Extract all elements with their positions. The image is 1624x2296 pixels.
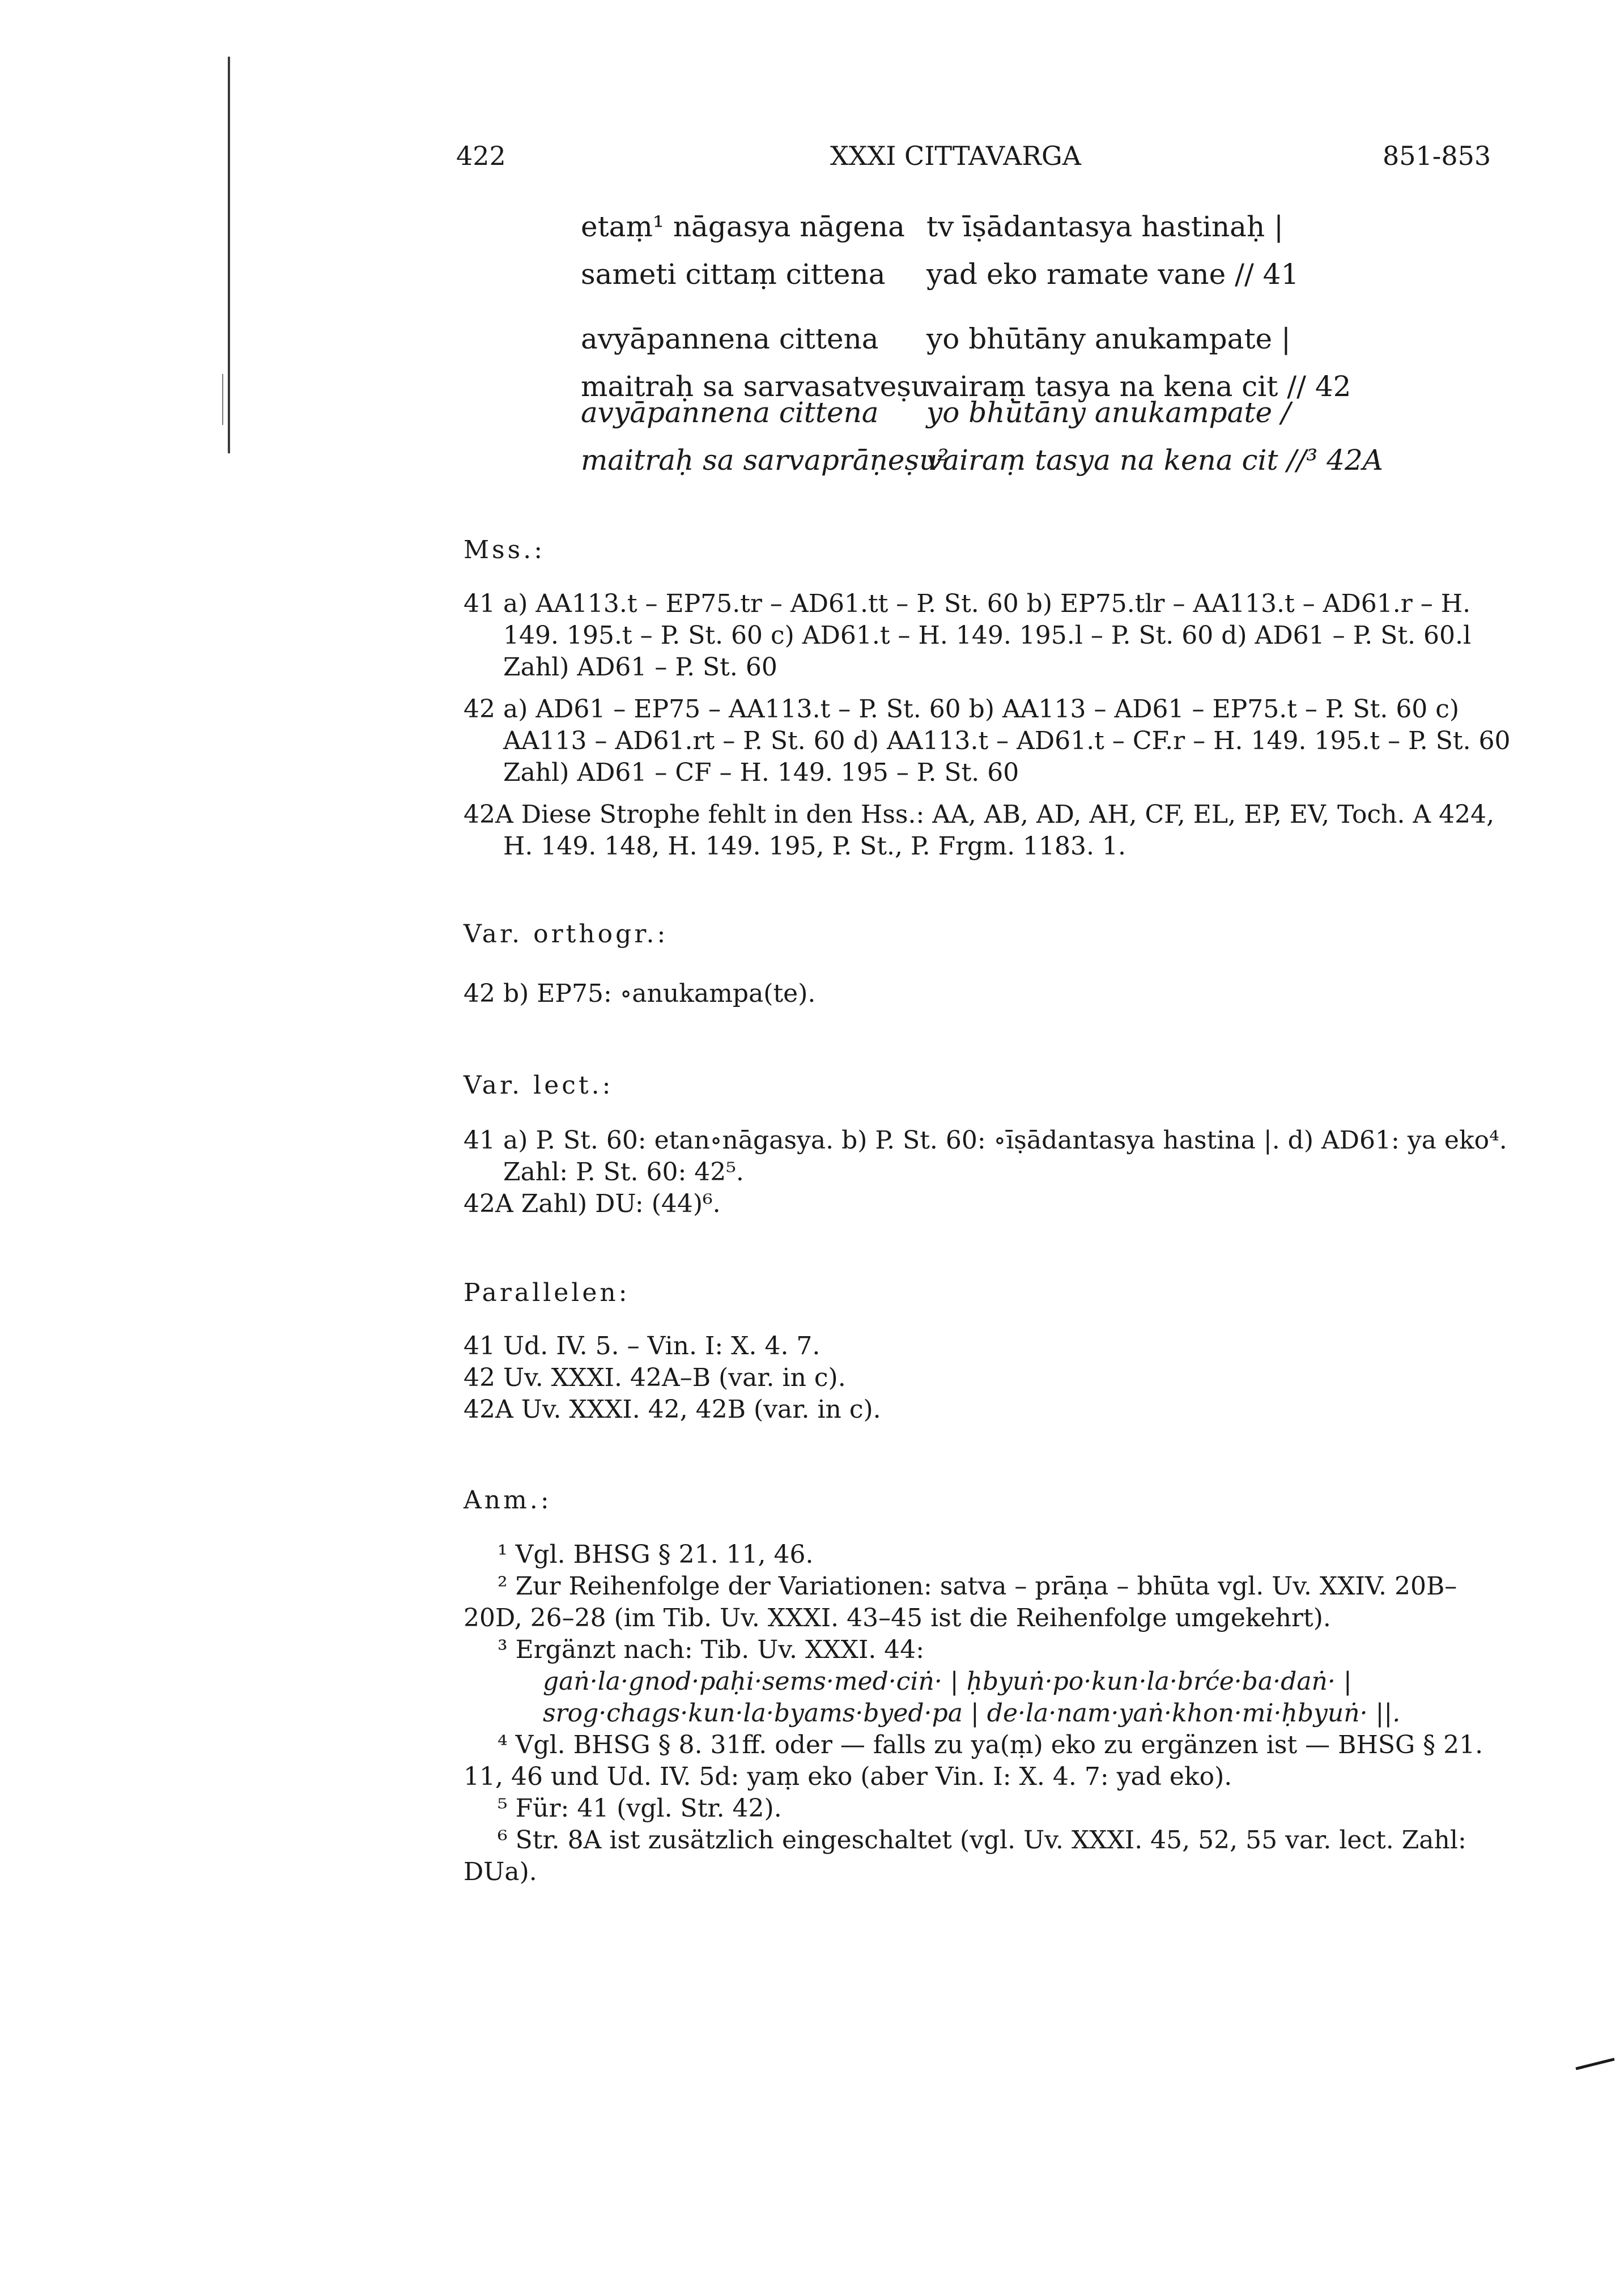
parallelen-block: [464, 1330, 1513, 1426]
footnote: ⁵ Für: 41 (vgl. Str. 42).: [498, 1794, 782, 1823]
page-number: 422: [456, 141, 506, 171]
anm-block: [464, 1539, 1513, 1888]
mss-entry: 42 a) AD61 – EP75 – AA113.t – P. St. 60 b) AA113 – AD61 – EP75.t – P. St. 60 c) AA113 – AD61.rt – P. St. 60 d) AA113.t – AD61.t – CF.r – H. 149. 195.t – P. St. 60 Zahl) AD61 – CF – H. 149. 195 – P. St. 60: [464, 695, 1511, 787]
section-heading-mss: Mss.:: [464, 535, 546, 564]
page-edge-mark: [1575, 2058, 1614, 2070]
verse-range: 851-853: [1383, 141, 1491, 171]
verse-line: avyāpannena cittena yo bhūtāny anukampate |: [581, 322, 1291, 355]
verse-line: etaṃ¹ nāgasya nāgena tv īṣādantasya hastinaḥ |: [581, 210, 1283, 243]
verse-line: sameti cittaṃ cittena yad eko ramate vane // 41: [581, 258, 1299, 291]
verse-block-italic: [581, 389, 1383, 484]
verse-line: avyāpannena cittena yo bhūtāny anukampate /: [581, 396, 1291, 429]
section-heading-var-lect: Var. lect.:: [464, 1071, 614, 1100]
chapter-title: XXXI CITTAVARGA: [830, 141, 1081, 171]
binding-margin-line-secondary: [222, 374, 223, 425]
footnote: ⁶ Str. 8A ist zusätzlich eingeschaltet (vgl. Uv. XXXI. 45, 52, 55 var. lect. Zahl: DUa).: [464, 1826, 1466, 1886]
var-lect-entry: 41 a) P. St. 60: etan∘nāgasya. b) P. St. 60: ∘īṣādantasya hastina |. d) AD61: ya eko⁴. Zahl: P. St. 60: 42⁵.: [464, 1126, 1507, 1187]
var-lect-entry: 42A Zahl) DU: (44)⁶.: [464, 1189, 721, 1218]
var-orthogr-entry: 42 b) EP75: ∘anukampa(te).: [464, 979, 816, 1008]
parallel-entry: 42 Uv. XXXI. 42A–B (var. in c).: [464, 1363, 846, 1392]
parallel-entry: 41 Ud. IV. 5. – Vin. I: X. 4. 7.: [464, 1332, 820, 1360]
footnote: ⁴ Vgl. BHSG § 8. 31ff. oder — falls zu ya(ṃ) eko zu ergänzen ist — BHSG § 21. 11, 46 und Ud. IV. 5d: yaṃ eko (aber Vin. I: X. 4. 7: yad eko).: [464, 1730, 1483, 1791]
var-lect-block: [464, 1125, 1513, 1220]
section-heading-anm: Anm.:: [464, 1486, 552, 1515]
footnote-tibetan: srog·chags·kun·la·byams·byed·pa | de·la·nam·yaṅ·khon·mi·ḥbyuṅ· ||.: [543, 1699, 1401, 1728]
footnote-tibetan: gaṅ·la·gnod·paḥi·sems·med·ciṅ· | ḥbyuṅ·po·kun·la·brće·ba·daṅ· |: [543, 1667, 1352, 1696]
mss-block: [464, 588, 1513, 862]
mss-entry: 41 a) AA113.t – EP75.tr – AD61.tt – P. St. 60 b) EP75.tlr – AA113.t – AD61.r – H. 149. 195.t – P. St. 60 c) AD61.t – H. 149. 195.l – P. St. 60 d) AD61 – P. St. 60.l Zahl) AD61 – P. St. 60: [464, 589, 1472, 682]
binding-margin-line: [228, 57, 230, 453]
section-heading-var-orthogr: Var. orthogr.:: [464, 920, 669, 949]
var-orthogr-block: [464, 978, 1513, 1010]
parallel-entry: 42A Uv. XXXI. 42, 42B (var. in c).: [464, 1395, 881, 1424]
verse-line: maitraḥ sa sarvasatveṣu vairaṃ tasya na kena cit // 42: [581, 370, 1351, 403]
footnote: ³ Ergänzt nach: Tib. Uv. XXXI. 44:: [498, 1635, 925, 1664]
mss-entry: 42A Diese Strophe fehlt in den Hss.: AA, AB, AD, AH, CF, EL, EP, EV, Toch. A 424, H. 149. 148, H. 149. 195, P. St., P. Frgm. 1183. 1.: [464, 800, 1495, 861]
section-heading-parallelen: Parallelen:: [464, 1278, 630, 1307]
verse-line: maitraḥ sa sarvaprāṇeṣu² vairaṃ tasya na kena cit //³ 42A: [581, 444, 1383, 477]
footnote: ² Zur Reihenfolge der Variationen: satva – prāṇa – bhūta vgl. Uv. XXIV. 20B–20D, 26–28 (im Tib. Uv. XXXI. 43–45 ist die Reihenfolge umgekehrt).: [464, 1572, 1457, 1632]
footnote: ¹ Vgl. BHSG § 21. 11, 46.: [498, 1540, 814, 1569]
